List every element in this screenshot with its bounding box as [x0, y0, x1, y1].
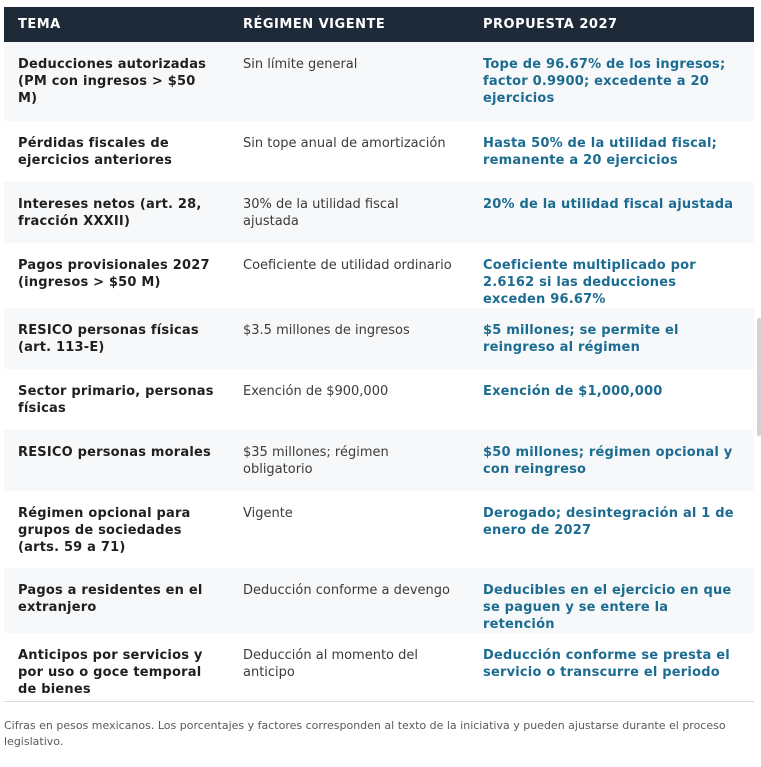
cell-regimen: Exención de $900,000	[229, 369, 469, 430]
table-row	[4, 568, 754, 633]
cell-regimen: $35 millones; régimen obligatorio	[229, 430, 469, 491]
table-body	[4, 42, 754, 708]
cell-propuesta: Deducción conforme se presta el servicio o transcurre el periodo	[469, 633, 754, 708]
cell-propuesta: $50 millones; régimen opcional y con reingreso	[469, 430, 754, 491]
cell-tema: Régimen opcional para grupos de sociedades (arts. 59 a 71)	[4, 491, 229, 568]
footnote: Cifras en pesos mexicanos. Los porcentajes y factores corresponden al texto de la iniciativa y pueden ajustarse durante el proceso legislativo.	[4, 719, 726, 748]
cell-regimen: 30% de la utilidad fiscal ajustada	[229, 182, 469, 243]
cell-propuesta: Derogado; desintegración al 1 de enero de 2027	[469, 491, 754, 568]
table-row	[4, 121, 754, 182]
comparison-table	[4, 7, 754, 708]
header-propuesta-2027: PROPUESTA 2027	[469, 7, 754, 42]
cell-propuesta: $5 millones; se permite el reingreso al régimen	[469, 308, 754, 369]
cell-tema: Pérdidas fiscales de ejercicios anteriores	[4, 121, 229, 182]
footnote-divider	[4, 701, 754, 702]
table-row	[4, 42, 754, 121]
cell-propuesta: Coeficiente multiplicado por 2.6162 si las deducciones exceden 96.67%	[469, 243, 754, 308]
cell-propuesta: 20% de la utilidad fiscal ajustada	[469, 182, 754, 243]
cell-tema: Deducciones autorizadas (PM con ingresos > $50 M)	[4, 42, 229, 121]
comparison-table-container	[4, 7, 754, 708]
cell-regimen: $3.5 millones de ingresos	[229, 308, 469, 369]
table-row	[4, 243, 754, 308]
cell-propuesta: Hasta 50% de la utilidad fiscal; remanente a 20 ejercicios	[469, 121, 754, 182]
cell-tema: Sector primario, personas físicas	[4, 369, 229, 430]
cell-regimen: Deducción conforme a devengo	[229, 568, 469, 633]
table-row	[4, 308, 754, 369]
cell-tema: RESICO personas morales	[4, 430, 229, 491]
header-tema: TEMA	[4, 7, 229, 42]
cell-tema: Intereses netos (art. 28, fracción XXXII)	[4, 182, 229, 243]
table-row	[4, 633, 754, 708]
cell-regimen: Sin límite general	[229, 42, 469, 121]
cell-regimen: Vigente	[229, 491, 469, 568]
header-regimen-vigente: RÉGIMEN VIGENTE	[229, 7, 469, 42]
cell-propuesta: Deducibles en el ejercicio en que se paguen y se entere la retención	[469, 568, 754, 633]
cell-propuesta: Exención de $1,000,000	[469, 369, 754, 430]
table-row	[4, 430, 754, 491]
cell-regimen: Sin tope anual de amortización	[229, 121, 469, 182]
cell-tema: Pagos provisionales 2027 (ingresos > $50 M)	[4, 243, 229, 308]
cell-tema: Pagos a residentes en el extranjero	[4, 568, 229, 633]
cell-regimen: Coeficiente de utilidad ordinario	[229, 243, 469, 308]
header-row	[4, 7, 754, 42]
cell-tema: RESICO personas físicas (art. 113-E)	[4, 308, 229, 369]
table-row	[4, 491, 754, 568]
cell-tema: Anticipos por servicios y por uso o goce temporal de bienes	[4, 633, 229, 708]
scrollbar-thumb[interactable]	[757, 318, 761, 436]
cell-propuesta: Tope de 96.67% de los ingresos; factor 0.9900; excedente a 20 ejercicios	[469, 42, 754, 121]
table-row	[4, 369, 754, 430]
cell-regimen: Deducción al momento del anticipo	[229, 633, 469, 708]
table-header	[4, 7, 754, 42]
table-row	[4, 182, 754, 243]
